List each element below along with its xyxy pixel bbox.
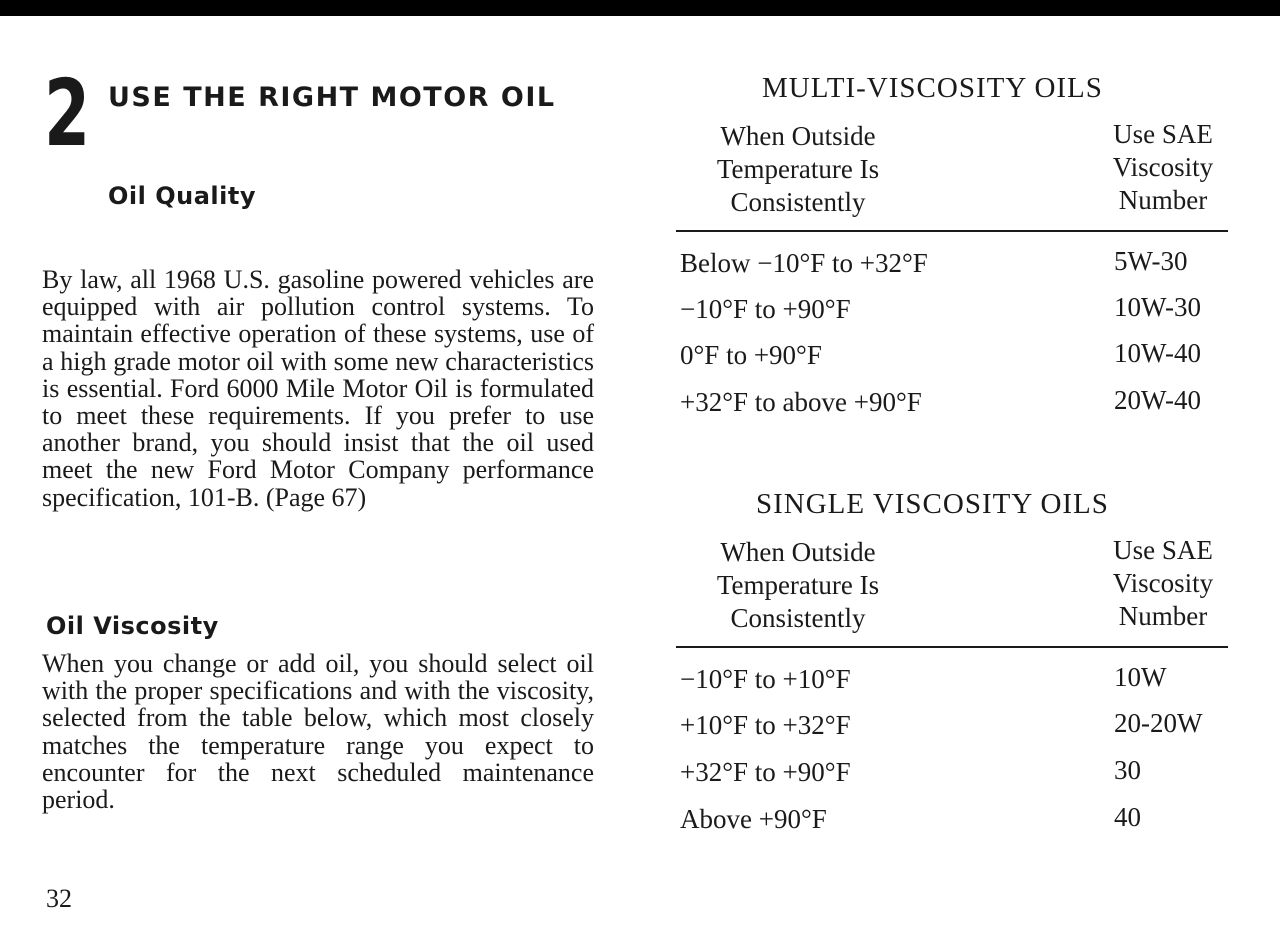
viscosity-cell: 10W: [1114, 662, 1167, 692]
oil-quality-heading: Oil Quality: [108, 182, 256, 210]
single-table-viscosity-header: [1090, 534, 1236, 633]
multi-table-header-rule: [676, 230, 1228, 232]
header-line: Consistently: [730, 603, 866, 633]
multi-table-temperature-header: [676, 120, 920, 219]
header-line: When Outside: [720, 537, 876, 567]
chapter-number: 2: [44, 60, 89, 167]
viscosity-cell: 10W-30: [1114, 292, 1201, 322]
oil-viscosity-heading: Oil Viscosity: [46, 612, 219, 640]
temperature-cell: Above +90°F: [680, 804, 827, 834]
viscosity-cell: 40: [1114, 802, 1141, 832]
oil-viscosity-paragraph: When you change or add oil, you should select oil with the proper specifications and with the viscosity, selected from the table below, which most closely matches the temperature range you expect to encounter for the next scheduled maintenance period.: [42, 649, 594, 815]
temperature-cell: −10°F to +90°F: [680, 294, 851, 324]
viscosity-cell: 20-20W: [1114, 708, 1203, 738]
viscosity-cell: 30: [1114, 755, 1141, 785]
viscosity-cell: 5W-30: [1114, 246, 1188, 276]
table-row: [676, 664, 1236, 704]
table-row: [676, 710, 1236, 750]
table-row: [676, 340, 1236, 380]
chapter-title: USE THE RIGHT MOTOR OIL: [108, 82, 556, 113]
header-line: When Outside: [720, 121, 876, 151]
table-row: [676, 387, 1236, 427]
multi-viscosity-table-title: MULTI-VISCOSITY OILS: [762, 72, 1103, 104]
temperature-cell: −10°F to +10°F: [680, 664, 851, 694]
header-line: Use SAE: [1113, 119, 1213, 149]
table-row: [676, 757, 1236, 797]
viscosity-cell: 10W-40: [1114, 338, 1201, 368]
scan-top-border: [0, 0, 1280, 16]
header-line: Temperature Is: [716, 154, 880, 184]
page-number: 32: [46, 884, 72, 913]
table-row: [676, 248, 1236, 288]
single-table-temperature-header: [676, 536, 920, 635]
header-line: Viscosity: [1112, 568, 1214, 598]
temperature-cell: +32°F to +90°F: [680, 757, 851, 787]
temperature-cell: +32°F to above +90°F: [680, 387, 922, 417]
table-row: [676, 804, 1236, 844]
single-viscosity-table-title: SINGLE VISCOSITY OILS: [756, 488, 1109, 520]
header-line: Number: [1118, 185, 1208, 215]
header-line: Use SAE: [1113, 535, 1213, 565]
header-line: Temperature Is: [716, 570, 880, 600]
temperature-cell: Below −10°F to +32°F: [680, 248, 928, 278]
viscosity-cell: 20W-40: [1114, 385, 1201, 415]
header-line: Consistently: [730, 187, 866, 217]
header-line: Viscosity: [1112, 152, 1214, 182]
temperature-cell: 0°F to +90°F: [680, 340, 822, 370]
table-row: [676, 294, 1236, 334]
multi-table-viscosity-header: [1090, 118, 1236, 217]
temperature-cell: +10°F to +32°F: [680, 710, 851, 740]
header-line: Number: [1118, 601, 1208, 631]
single-table-header-rule: [676, 646, 1228, 648]
oil-quality-paragraph: By law, all 1968 U.S. gasoline powered vehicles are equipped with air pollution control systems. To maintain effective operation of these systems, use of a high grade motor oil with some new characteristics is essential. Ford 6000 Mile Motor Oil is formulated to meet these requirements. If you prefer to use another brand, you should insist that the oil used meet the new Ford Motor Company performance specification, 101-B. (Page 67): [42, 265, 594, 512]
